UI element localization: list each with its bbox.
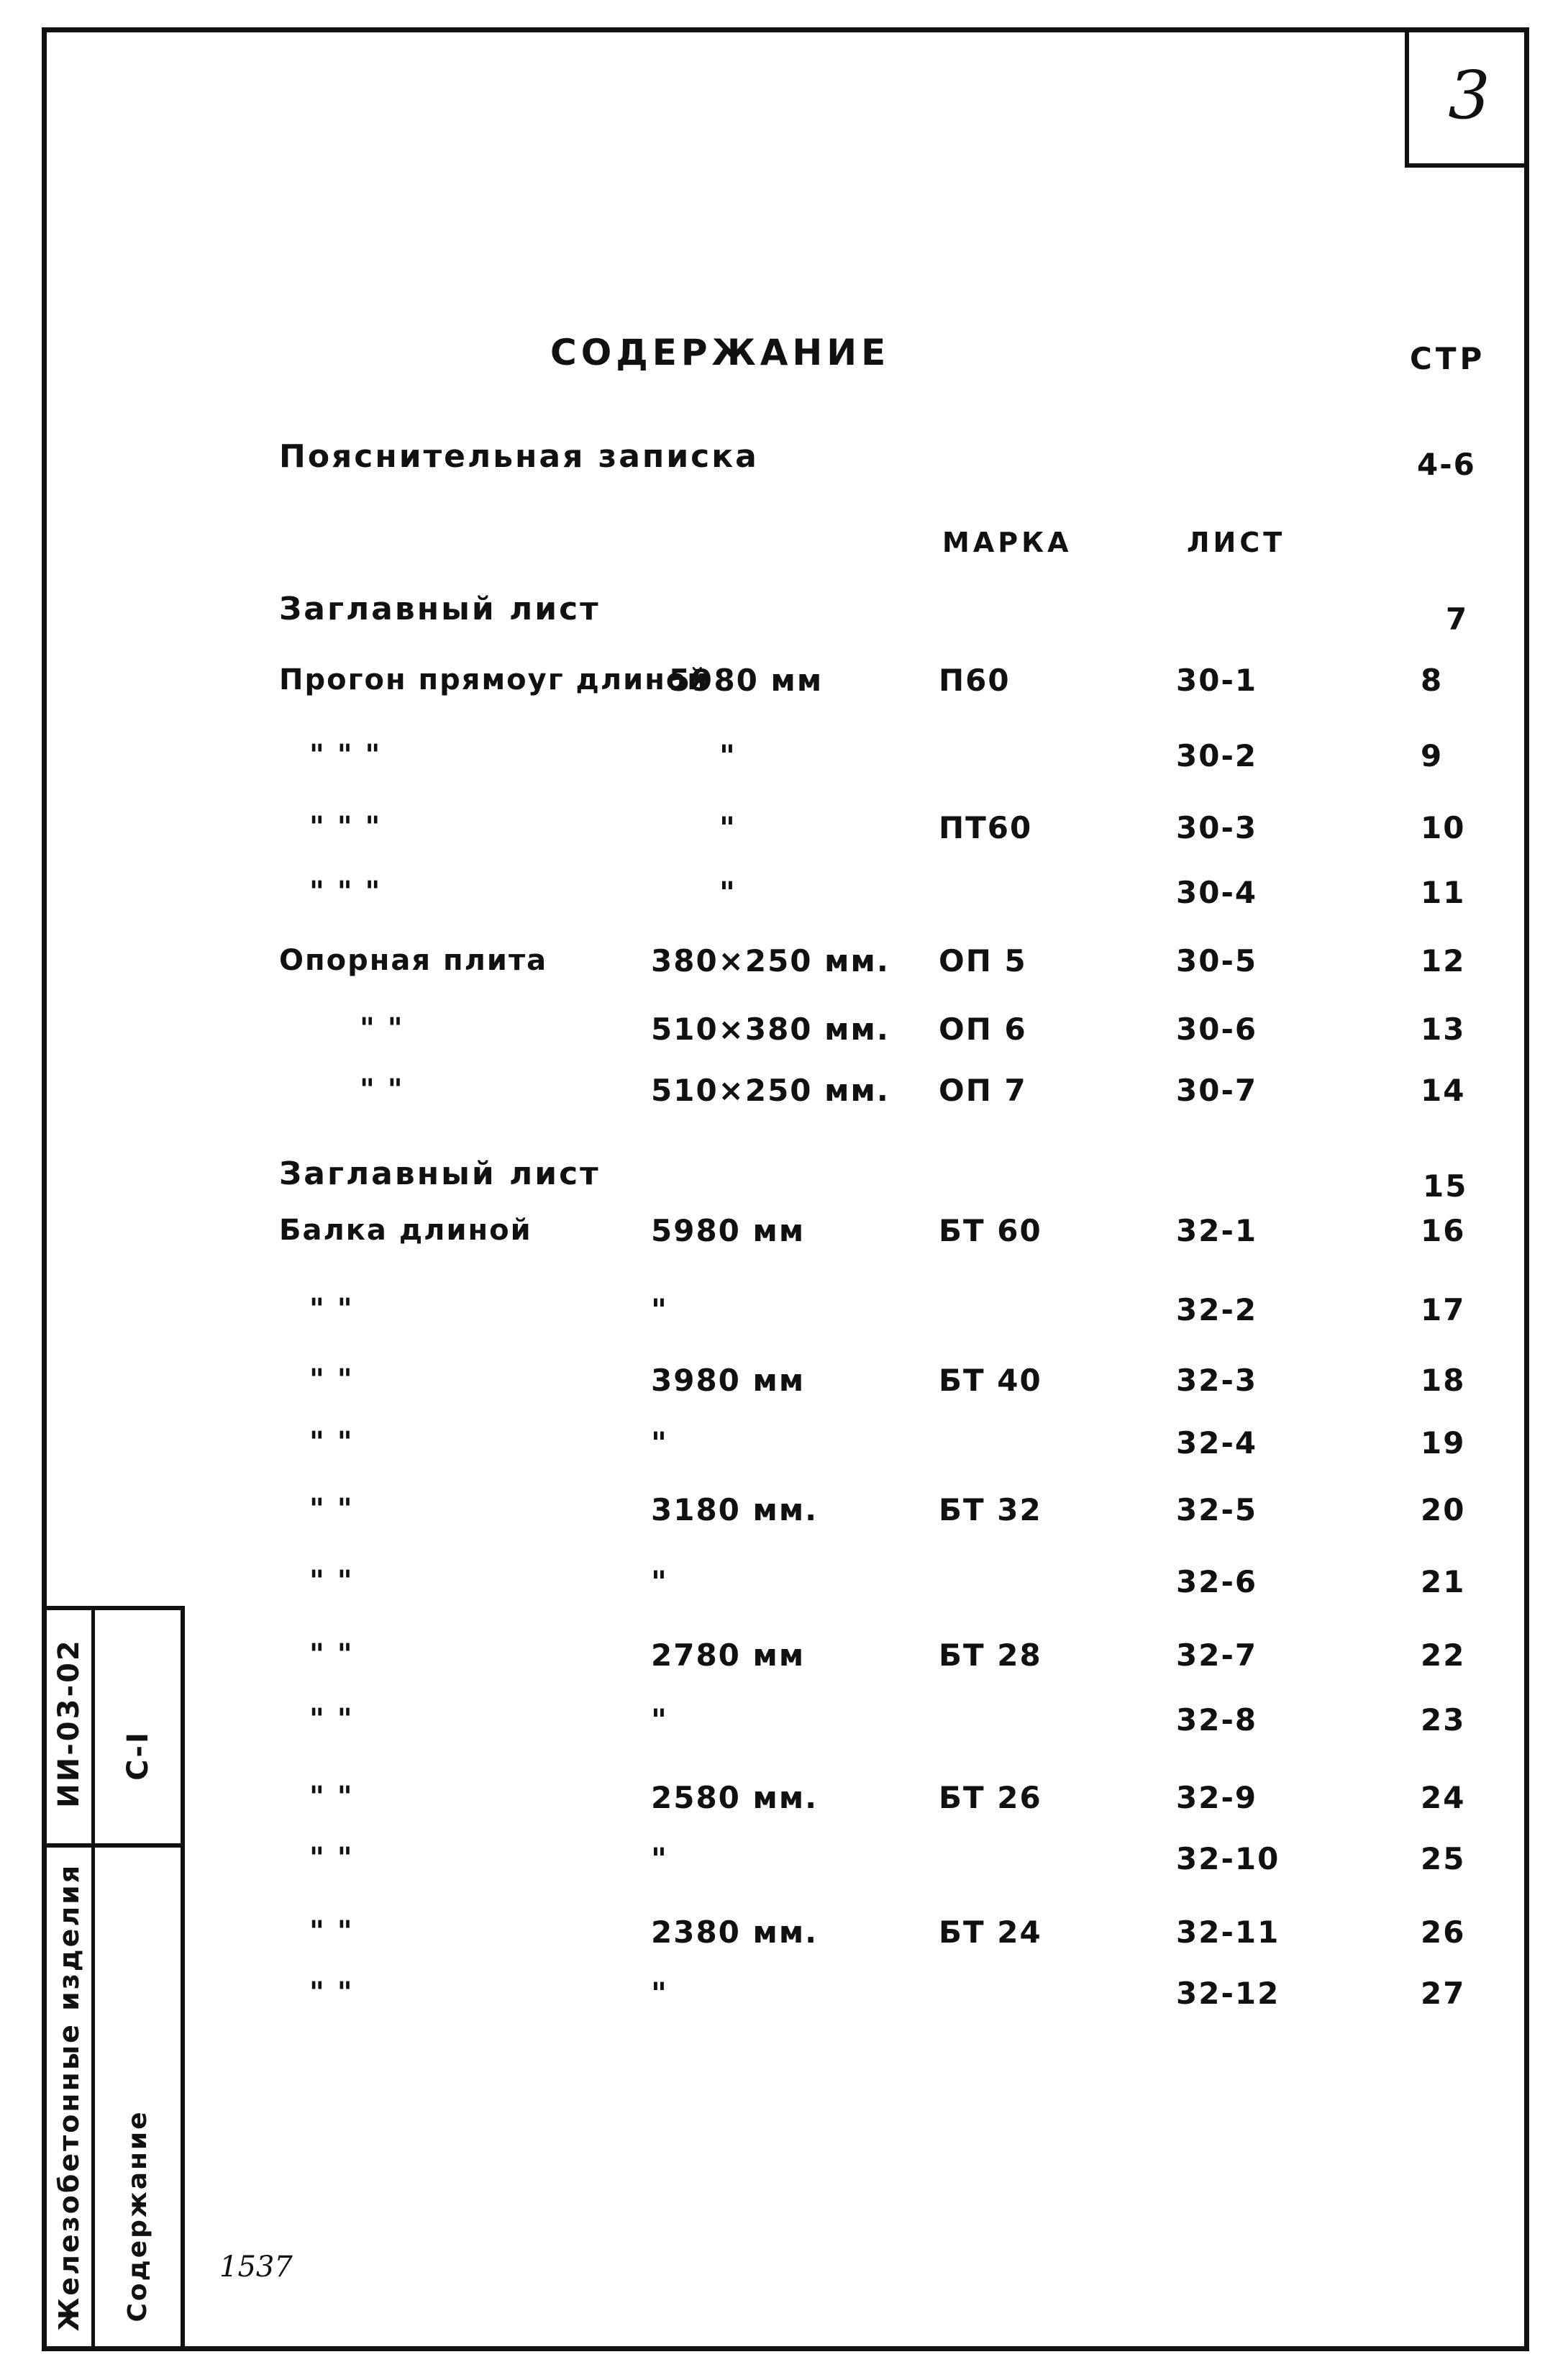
title-block-divider [91, 1606, 95, 2351]
document-part: С-I [122, 1730, 155, 1781]
entry-name: Балка длиной [279, 1214, 532, 1247]
entry-name: " " [309, 1565, 354, 1598]
entry-page: 20 [1421, 1492, 1466, 1527]
entry-sheet: 30-1 [1176, 663, 1258, 698]
entry-size: 2780 мм [651, 1638, 806, 1673]
entry-page: 19 [1421, 1425, 1466, 1461]
entry-mark: ОП 6 [939, 1012, 1027, 1047]
entry-page: 23 [1421, 1702, 1466, 1738]
entry-mark: БТ 28 [939, 1638, 1042, 1673]
entry-sheet: 32-8 [1176, 1702, 1258, 1738]
document-code: ИИ-03-02 [53, 1638, 86, 1808]
entry-name: " " [309, 1703, 354, 1736]
entry-name: " " [309, 1638, 354, 1671]
entry-size: " [651, 1425, 668, 1461]
entry-mark: БТ 40 [939, 1363, 1042, 1398]
entry-page: 21 [1421, 1564, 1466, 1599]
entry-name: " " " [309, 739, 382, 772]
entry-sheet: 32-1 [1176, 1213, 1258, 1248]
entry-size: 3180 мм. [651, 1492, 819, 1527]
entry-sheet: 32-10 [1176, 1841, 1280, 1876]
entry-name: " " [309, 1426, 354, 1459]
entry-page: 16 [1421, 1213, 1466, 1248]
entry-page: 8 [1421, 663, 1444, 698]
entry-size: " [651, 1702, 668, 1738]
entry-sheet: 30-3 [1176, 810, 1258, 845]
entry-sheet: 32-11 [1176, 1915, 1280, 1950]
entry-size: 5980 мм [669, 663, 824, 698]
entry-mark: П60 [939, 663, 1011, 698]
entry-name: " " [360, 1073, 404, 1107]
handwritten-note: 1537 [219, 2250, 293, 2284]
entry-size: 3980 мм [651, 1363, 806, 1398]
entry-size: 380×250 мм. [651, 943, 890, 978]
entry-sheet: 32-9 [1176, 1780, 1258, 1815]
entry-sheet: 32-6 [1176, 1564, 1258, 1599]
section-title-page: 7 [1446, 601, 1469, 637]
section-title: Заглавный лист [279, 1155, 601, 1192]
entry-sheet: 30-4 [1176, 875, 1258, 910]
entry-page: 14 [1421, 1073, 1466, 1108]
drawing-frame [42, 27, 1529, 2351]
entry-size: " [719, 810, 737, 845]
entry-page: 10 [1421, 810, 1466, 845]
entry-name: " " [309, 1493, 354, 1526]
entry-size: " [651, 1292, 668, 1327]
explanatory-note-page: 4-6 [1417, 447, 1476, 482]
entry-sheet: 32-2 [1176, 1292, 1258, 1327]
entry-name: " " [309, 1293, 354, 1326]
entry-mark: ОП 7 [939, 1073, 1027, 1108]
entry-sheet: 30-2 [1176, 738, 1258, 773]
entry-name: Опорная плита [279, 944, 548, 977]
entry-sheet: 32-5 [1176, 1492, 1258, 1527]
entry-mark: БТ 26 [939, 1780, 1042, 1815]
page-column-header: СТР [1410, 341, 1486, 376]
entry-sheet: 30-6 [1176, 1012, 1258, 1047]
entry-size: " [651, 1841, 668, 1876]
entry-sheet: 32-12 [1176, 1976, 1280, 2011]
entry-name: " " [309, 1363, 354, 1396]
page-number: 3 [1448, 57, 1490, 134]
entry-page: 26 [1421, 1915, 1466, 1950]
entry-page: 27 [1421, 1976, 1466, 2011]
entry-mark: БТ 24 [939, 1915, 1042, 1950]
entry-mark: ПТ60 [939, 810, 1033, 845]
entry-page: 9 [1421, 738, 1444, 773]
entry-size: " [651, 1976, 668, 2011]
entry-name: " " " [309, 811, 382, 844]
entry-sheet: 32-4 [1176, 1425, 1258, 1461]
document-name: Содержание [123, 2109, 152, 2322]
entry-size: 510×250 мм. [651, 1073, 890, 1108]
entry-page: 25 [1421, 1841, 1466, 1876]
entry-name: " " " [309, 876, 382, 909]
entry-name: Прогон прямоуг длиной [279, 663, 709, 696]
mark-column-header: МАРКА [942, 527, 1072, 558]
entry-page: 18 [1421, 1363, 1466, 1398]
entry-size: " [651, 1564, 668, 1599]
series-name: Железобетонные изделия [53, 1863, 85, 2332]
entry-page: 22 [1421, 1638, 1466, 1673]
entry-size: 5980 мм [651, 1213, 806, 1248]
entry-size: 510×380 мм. [651, 1012, 890, 1047]
entry-size: 2380 мм. [651, 1915, 819, 1950]
entry-name: " " [309, 1976, 354, 2009]
entry-page: 12 [1421, 943, 1466, 978]
explanatory-note-label: Пояснительная записка [279, 438, 759, 475]
entry-sheet: 32-3 [1176, 1363, 1258, 1398]
entry-page: 24 [1421, 1780, 1466, 1815]
entry-page: 13 [1421, 1012, 1466, 1047]
entry-page: 11 [1421, 875, 1466, 910]
entry-size: 2580 мм. [651, 1780, 819, 1815]
section-title-page: 15 [1423, 1168, 1468, 1204]
entry-mark: БТ 60 [939, 1213, 1042, 1248]
entry-page: 17 [1421, 1292, 1466, 1327]
sheet-column-header: ЛИСТ [1187, 527, 1286, 558]
entry-mark: БТ 32 [939, 1492, 1042, 1527]
entry-name: " " [309, 1842, 354, 1875]
entry-sheet: 30-5 [1176, 943, 1258, 978]
entry-name: " " [309, 1915, 354, 1948]
page-number-box [1405, 27, 1529, 168]
entry-size: " [719, 875, 737, 910]
entry-name: " " [309, 1781, 354, 1814]
entry-mark: ОП 5 [939, 943, 1027, 978]
entry-size: " [719, 738, 737, 773]
section-title: Заглавный лист [279, 591, 601, 627]
entry-sheet: 30-7 [1176, 1073, 1258, 1108]
page-title: СОДЕРЖАНИЕ [550, 332, 890, 373]
entry-sheet: 32-7 [1176, 1638, 1258, 1673]
entry-name: " " [360, 1012, 404, 1045]
